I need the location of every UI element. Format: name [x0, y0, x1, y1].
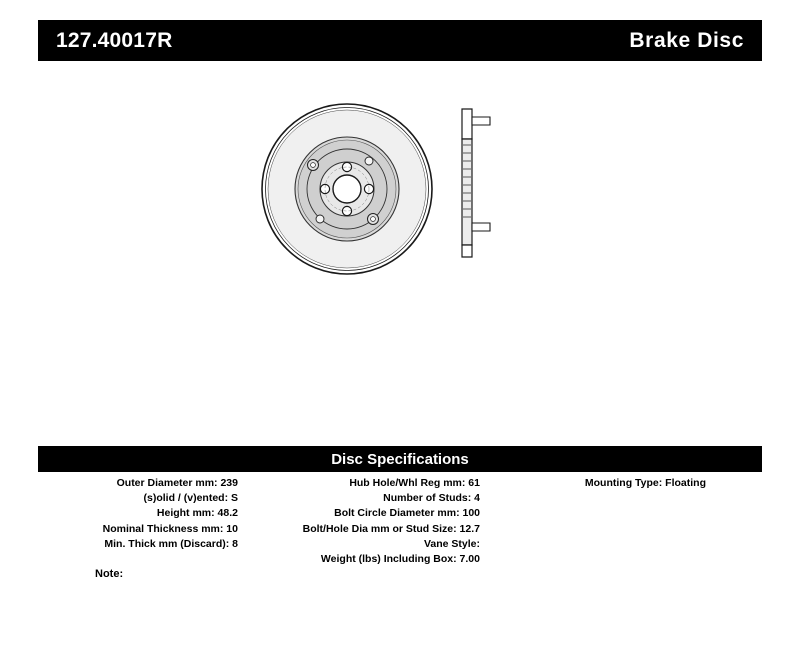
spec-item: Min. Thick mm (Discard): 8	[104, 537, 238, 550]
note-row	[38, 568, 762, 580]
spec-item: Bolt/Hole Dia mm or Stud Size: 12.7	[302, 522, 480, 535]
spec-section-title: Disc Specifications	[331, 450, 469, 468]
brake-rotor-side-profile	[462, 109, 490, 257]
spec-item: Bolt Circle Diameter mm: 100	[334, 507, 480, 520]
spec-item: Nominal Thickness mm: 10	[102, 522, 238, 535]
spec-column-left	[38, 476, 246, 552]
spec-item: Weight (lbs) Including Box: 7.00	[320, 553, 480, 566]
product-type: Brake Disc	[629, 28, 744, 52]
header-bar	[38, 20, 762, 61]
part-number: 127.40017R	[56, 28, 173, 52]
spec-item: Vane Style:	[423, 537, 480, 550]
product-illustration	[250, 95, 550, 295]
spec-column-right	[488, 476, 762, 491]
spec-item: Mounting Type: Floating	[584, 477, 706, 489]
spec-item: Outer Diameter mm: 239	[116, 477, 238, 489]
brake-rotor-front-view	[262, 104, 432, 274]
spec-item: Hub Hole/Whl Reg mm: 61	[349, 477, 480, 489]
spec-item: Height mm: 48.2	[156, 507, 238, 520]
disc-specifications-header	[38, 446, 762, 472]
spec-table	[38, 476, 762, 567]
note-label: Note:	[95, 568, 124, 580]
spec-item: (s)olid / (v)ented: S	[143, 492, 238, 505]
spec-column-middle	[246, 476, 488, 567]
brake-disc-drawing	[250, 95, 550, 295]
spec-item: Number of Studs: 4	[383, 492, 480, 505]
